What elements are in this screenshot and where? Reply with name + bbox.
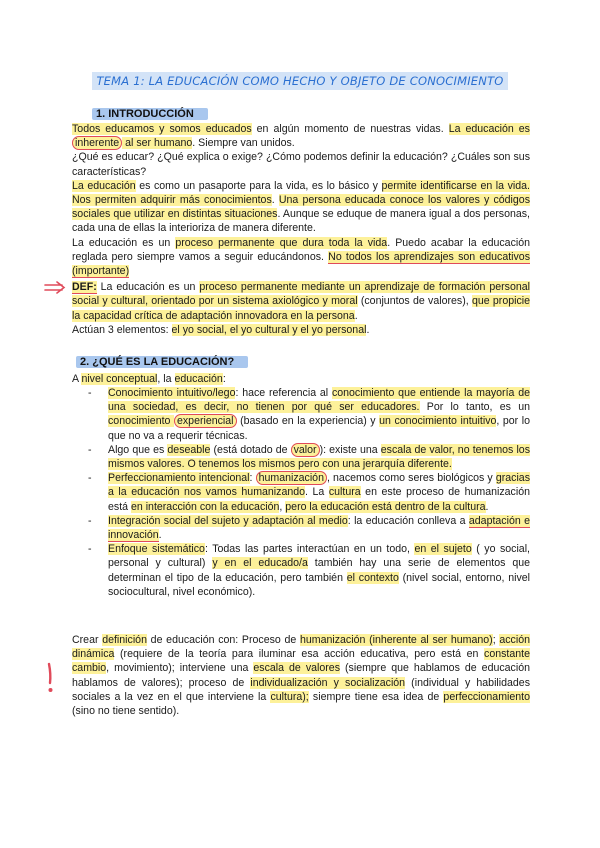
- definition-paragraph: DEF: La educación es un proceso permanente mediante un aprendizaje de formación personal social y cultural, orientado por un sistema axiológico y moral (conjuntos de valores), que propicie la capacidad crítica de adaptación innovadora en la persona.: [72, 281, 530, 322]
- paragraph: La educación es un proceso permanente que dura toda la vida. Puedo acabar la educación reglada pero siempre vamos a seguir educándonos. No todos los aprendizajes son educativos (importante): [72, 236, 531, 278]
- paragraph: Actúan 3 elementos: el yo social, el yo cultural y el yo personal.: [72, 323, 370, 336]
- list-item: - Conocimiento intuitivo/lego: hace referencia al conocimiento que entiende la mayoría de una sociedad, es decir, no tienen por qué ser educadores. Por lo tanto, es un conocimiento experiencial (basado en la experiencia) y un conocimiento intuitivo, por lo que no va a requerir técnicas.: [94, 386, 530, 443]
- title-text: TEMA 1: LA EDUCACIÓN COMO HECHO Y OBJETO DE CONOCIMIENTO: [92, 72, 507, 90]
- section-heading-que-es: 2. ¿QUÉ ES LA EDUCACIÓN?: [76, 356, 248, 368]
- list-item: - Integración social del sujeto y adaptación al medio: la educación conlleva a adaptación e innovación.: [94, 514, 530, 542]
- paragraph: Todos educamos y somos educados en algún momento de nuestras vidas. La educación es inherente al ser humano. Siempre van unidos.: [72, 123, 530, 150]
- list-item: - Enfoque sistemático: Todas las partes interactúan en un todo, en el sujeto ( yo social, personal y cultural) y en el educado/a también hay una serie de elementos que determinan el tipo de la educación, pero también el contexto (nivel social, entorno, nivel sociocultural, nivel económico).: [94, 542, 530, 599]
- section-heading-introduccion: 1. INTRODUCCIÓN: [92, 108, 208, 120]
- double-arrow-icon: [44, 281, 66, 300]
- exclamation-icon: [44, 662, 56, 699]
- list-item: - Perfeccionamiento intencional: humanización , nacemos como seres biológicos y gracias a la educación nos vamos humanizando. La cultura en este proceso de humanización está en interacción con la educación, pero la educación está dentro de la cultura.: [94, 471, 530, 514]
- paragraph: ¿Qué es educar? ¿Qué explica o exige? ¿Cómo podemos definir la educación? ¿Cuáles son sus características?: [72, 151, 530, 178]
- list-item: - Algo que es deseable (está dotado de valor ): existe una escala de valor, no tenemos los mismos valores. O tenemos los mismos pero con una jerarquía diferente.: [94, 443, 530, 471]
- definition-summary: Crear definición de educación con: Proceso de humanización (inherente al ser humano); acción dinámica (requiere de la teoría para iluminar esa acción educativa, pero está en constante cambio, movimiento); interviene una escala de valores (siempre que hablamos de educación hablamos de valores); proceso de individualización y socialización (individual y habilidades sociales a la vez en el que interviene la cultura); siempre tiene esa idea de perfeccionamiento (sino no tiene sentido).: [72, 634, 530, 718]
- paragraph: La educación es como un pasaporte para la vida, es lo básico y permite identificarse en la vida. Nos permiten adquirir más conocimientos. Una persona educada conoce los valores y códigos sociales que utilizar en distintas situaciones. Aunque se eduque de manera igual a dos personas, cada una de ellas la interioriza de manera diferente.: [72, 179, 530, 235]
- section-introduccion-body: [72, 122, 530, 337]
- concept-list: [94, 386, 530, 599]
- section-que-es-intro: A nivel conceptual, la educación:: [72, 373, 226, 385]
- page-title: [0, 72, 600, 90]
